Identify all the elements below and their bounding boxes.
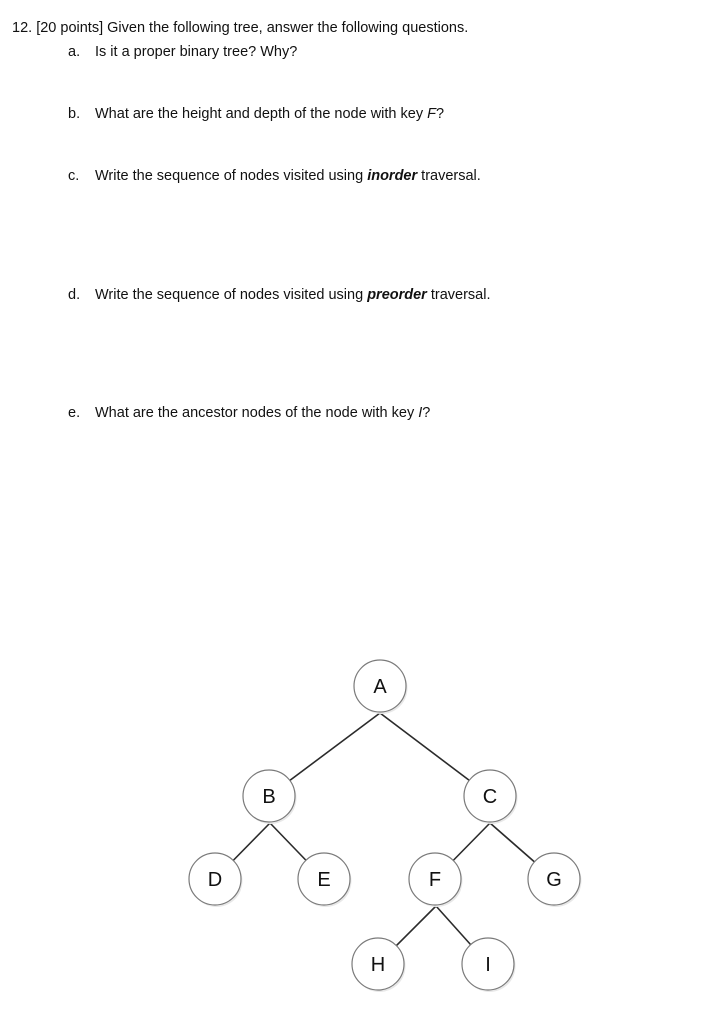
part-a-text: Is it a proper binary tree? Why? [95,44,298,60]
tree-node-f [409,853,463,907]
part-d-letter: d. [68,287,81,303]
part-a-letter: a. [68,44,81,60]
tree-node-e [298,853,352,907]
part-c-letter: c. [68,168,80,184]
tree-node-b [243,770,297,824]
part-c-emphasis: inorder [367,168,418,184]
tree-node-a [354,660,408,714]
tree-node-label: H [370,954,386,976]
part-c-text: Write the sequence of nodes visited using [95,168,368,184]
part-e-text: What are the ancestor nodes of the node with key [95,405,419,421]
question-heading: [20 points] Given the following tree, answer the following questions. [36,20,469,36]
tree-node-g [528,853,582,907]
part-e-key: I [418,405,423,421]
tree-node-label: E [317,869,331,891]
part-b-key: F [427,106,436,122]
tree-node-label: G [546,869,562,891]
part-e-letter: e. [68,405,81,421]
part-b-text-end: ? [435,106,445,122]
tree-node-label: A [373,676,387,698]
part-e-text-end: ? [422,405,431,421]
part-d-emphasis: preorder [367,287,427,303]
part-d-text-end: traversal. [426,287,491,303]
part-b-text: What are the height and depth of the node with key [95,106,428,122]
tree-node-c [464,770,518,824]
tree-node-label: F [428,869,442,891]
part-b-letter: b. [68,106,81,122]
part-d-text: Write the sequence of nodes visited using [95,287,368,303]
tree-node-label: C [482,786,498,808]
part-c-text-end: traversal. [417,168,481,184]
tree-node-label: D [207,869,223,891]
tree-node-label: B [262,786,276,808]
tree-node-d [189,853,243,907]
tree-node-label: I [485,954,491,976]
tree-node-h [352,938,406,992]
tree-node-i [462,938,516,992]
question-number: 12. [12,20,33,36]
